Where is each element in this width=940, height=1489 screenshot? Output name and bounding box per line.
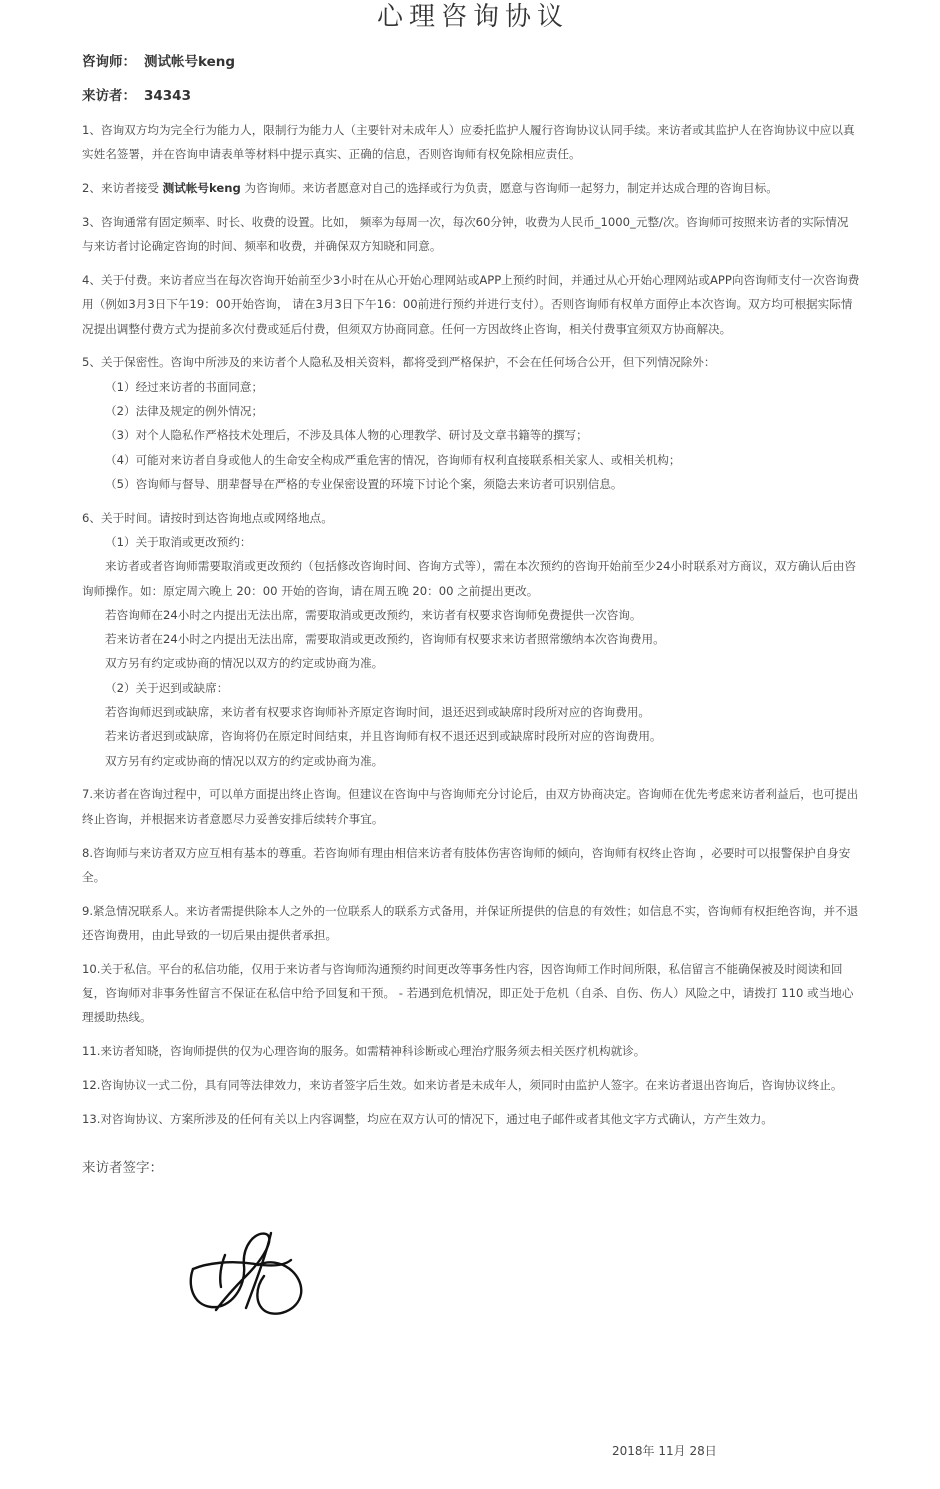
clause-6-line: 若咨询师迟到或缺席，来访者有权要求咨询师补齐原定咨询时间，退还迟到或缺席时段所对应的咨询费用。 [105, 705, 650, 720]
client-name: 34343 [144, 88, 191, 104]
clause-13: 13.对咨询协议、方案所涉及的任何有关以上内容调整，均应在双方认可的情况下，通过电子邮件或者其他文字方式确认，方产生效力。 [82, 1111, 773, 1126]
signature-date: 2018年 11月 28日 [612, 1444, 717, 1458]
clause-5-item: （5）咨询师与督导、朋辈督导在严格的专业保密设置的环境下讨论个案，须隐去来访者可识别信息。 [105, 476, 623, 491]
client-label: 来访者： [82, 88, 136, 104]
document-title: 心理咨询协议 [376, 2, 569, 32]
clause-5-item: （2）法律及规定的例外情况； [105, 403, 264, 418]
clause-6-line: 双方另有约定或协商的情况以双方的约定或协商为准。 [105, 753, 384, 768]
clause-6-line: 来访者或者咨询师需要取消或更改预约（包括修改咨询时间、咨询方式等），需在本次预约的咨询开始前至少24小时联系对方商议，双方确认后由咨询师操作。如：原定周六晚上 20：00 开始的咨询，请在周五晚 20：00 之前提出更改。 [82, 559, 856, 598]
counselor-label: 咨询师： [82, 54, 136, 70]
clause-7: 7.来访者在咨询过程中，可以单方面提出终止咨询。但建议在咨询中与咨询师充分讨论后，由双方协商决定。咨询师在优先考虑来访者利益后，也可提出终止咨询，并根据来访者意愿尽力妥善安排后续转介事宜。 [82, 787, 859, 826]
clause-8: 8.咨询师与来访者双方应互相有基本的尊重。若咨询师有理由相信来访者有肢体伤害咨询师的倾向，咨询师有权终止咨询 ，必要时可以报警保护自身安全。 [82, 845, 851, 884]
clause-6-line: 若来访者在24小时之内提出无法出席，需要取消或更改预约，咨询师有权要求来访者照常缴纳本次咨询费用。 [105, 632, 665, 647]
clause-6-intro: 6、关于时间。请按时到达咨询地点或网络地点。 [82, 510, 333, 525]
clause-1: 1、咨询双方均为完全行为能力人，限制行为能力人（主要针对未成年人）应委托监护人履行咨询协议认同手续。来访者或其监护人在咨询协议中应以真实姓名签署，并在咨询申请表单等材料中提示真实、正确的信息，否则咨询师有权免除相应责任。 [82, 123, 855, 162]
clause-12: 12.咨询协议一式二份，具有同等法律效力，来访者签字后生效。如来访者是未成年人，须同时由监护人签字。在来访者退出咨询后，咨询协议终止。 [82, 1077, 843, 1092]
clause-2 [82, 176, 860, 200]
clause-6-subheading-late: （2）关于迟到或缺席： [105, 680, 229, 695]
clause-2-after: 为咨询师。来访者愿意对自己的选择或行为负责，愿意与咨询师一起努力，制定并达成合理的咨询目标。 [240, 181, 778, 196]
client-signature-label: 来访者签字： [82, 1159, 163, 1176]
clause-5-item: （3）对个人隐私作严格技术处理后，不涉及具体人物的心理教学、研讨及文章书籍等的撰写； [105, 428, 588, 443]
clause-6 [82, 506, 860, 773]
clauses [82, 118, 860, 1131]
clause-5-intro: 5、关于保密性。咨询中所涉及的来访者个人隐私及相关资料，都将受到严格保护，不会在任何场合公开，但下列情况除外： [82, 355, 716, 370]
document-body [82, 0, 860, 1178]
clause-6-line: 双方另有约定或协商的情况以双方的约定或协商为准。 [105, 656, 384, 671]
clause-6-line: 若咨询师在24小时之内提出无法出席，需要取消或更改预约，来访者有权要求咨询师免费提供一次咨询。 [105, 607, 642, 622]
clause-11: 11.来访者知晓，咨询师提供的仅为心理咨询的服务。如需精神科诊断或心理治疗服务须去相关医疗机构就诊。 [82, 1044, 646, 1059]
client-line [82, 86, 860, 106]
clause-5-item: （1）经过来访者的书面同意； [105, 379, 264, 394]
clause-2-before: 2、来访者接受 [82, 181, 163, 196]
counselor-line [82, 52, 860, 72]
clause-9: 9.紧急情况联系人。来访者需提供除本人之外的一位联系人的联系方式备用，并保证所提供的信息的有效性；如信息不实，咨询师有权拒绝咨询，并不退还咨询费用，由此导致的一切后果由提供者承担。 [82, 903, 859, 942]
clause-5-item: （4）可能对来访者自身或他人的生命安全构成严重危害的情况，咨询师有权利直接联系相关家人、或相关机构； [105, 452, 681, 467]
clause-10: 10.关于私信。平台的私信功能，仅用于来访者与咨询师沟通预约时间更改等事务性内容，因咨询师工作时间所限，私信留言不能确保被及时阅读和回复，咨询师对非事务性留言不保证在私信中给予回复和干预。 - 若遇到危机情况，即正处于危机（自杀、自伤、伤人）风险之中，请拨打 110 或当地心理援助热线。 [82, 961, 854, 1025]
counselor-name: 测试帐号keng [144, 54, 236, 70]
clause-6-subheading-cancel: （1）关于取消或更改预约： [105, 534, 252, 549]
clause-3: 3、咨询通常有固定频率、时长、收费的设置。比如， 频率为每周一次，每次60分钟，收费为人民币_1000_元整/次。咨询师可按照来访者的实际情况与来访者讨论确定咨询的时间、频率和收费，并确保双方知晓和同意。 [82, 214, 849, 254]
clause-6-line: 若来访者迟到或缺席，咨询将仍在原定时间结束，并且咨询师有权不退还迟到或缺席时段所对应的咨询费用。 [105, 729, 662, 744]
client-signature-drawing [185, 1225, 310, 1320]
clause-2-counselor-name: 测试帐号keng [162, 181, 241, 196]
clause-5 [82, 350, 860, 496]
clause-4: 4、关于付费。来访者应当在每次咨询开始前至少3小时在从心开始心理网站或APP上预约时间，并通过从心开始心理网站或APP向咨询师支付一次咨询费用（例如3月3日下午19：00开始咨询， 请在3月3日下午16：00前进行预约并进行支付）。否则咨询师有权单方面停止本次咨询。双方均可根据实际情况提出调整付费方式为提前多次付费或延后付费，但须双方协商同意。任何一方因故终止咨询，相关付费事宜须双方协商解决。 [82, 272, 860, 336]
